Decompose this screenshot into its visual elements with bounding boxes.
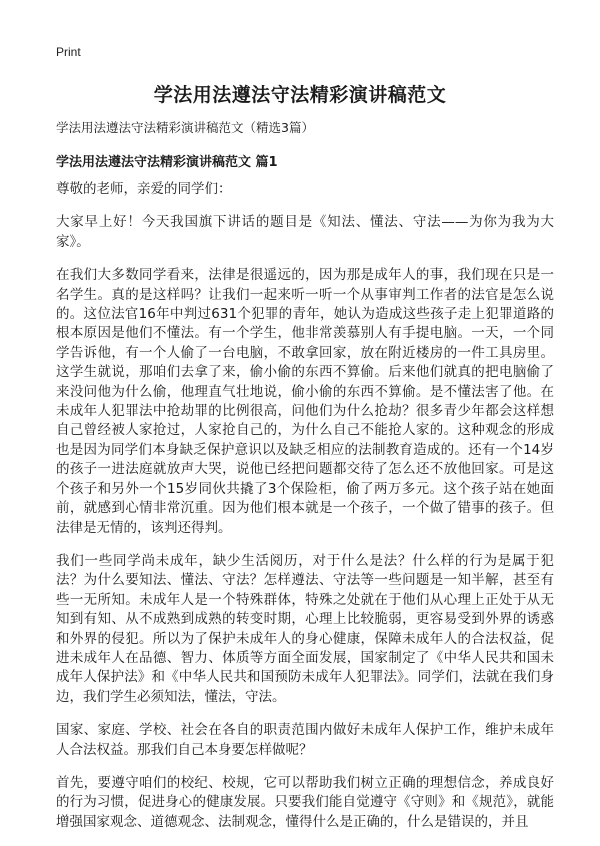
- print-link[interactable]: Print: [56, 45, 81, 59]
- section-heading: 学法用法遵法守法精彩演讲稿范文 篇1: [56, 155, 278, 170]
- body-paragraph: 国家、家庭、学校、社会在各自的职责范围内做好未成年人保护工作，维护未成年人合法权益。那我们自己本身要怎样做呢？: [56, 722, 554, 758]
- intro-paragraph: 大家早上好！今天我国旗下讲话的题目是《知法、懂法、守法——为你为我为大家》。: [56, 214, 554, 250]
- article-body: [56, 180, 554, 846]
- body-paragraph: 我们一些同学尚未成年，缺少生活阅历，对于什么是法？什么样的行为是属于犯法？为什么要知法、懂法、守法？怎样遵法、守法等一些问题是一知半解，甚至有些一无所知。未成年人是一个特殊群体，特殊之处就在于他们从心理上正处于从无知到有知、从不成熟到成熟的转变时期，心理上比较脆弱，更容易受到外界的诱惑和外界的侵犯。所以为了保护未成年人的身心健康，保障未成年人的合法权益，促进未成年人在品德、智力、体质等方面全面发展，国家制定了《中华人民共和国未成年人保护法》和《中华人民共和国预防未成年人犯罪法》。同学们，法就在我们身边，我们学生必须知法，懂法，守法。: [56, 552, 554, 705]
- body-paragraph: 在我们大多数同学看来，法律是很遥远的，因为那是成年人的事，我们现在只是一名学生。真的是这样吗？让我们一起来听一听一个从事审判工作者的法官是怎么说的。这位法官16年中判过631个犯罪的青年，她认为造成这些孩子走上犯罪道路的根本原因是他们不懂法。有一个学生，他非常羡慕别人有手提电脑。一天，一个同学告诉他，有一个人偷了一台电脑，不敢拿回家，放在附近楼房的一件工具房里。这学生就说，那咱们去拿了来，偷小偷的东西不算偷。后来他们就真的把电脑偷了来没问他为什么偷，他理直气壮地说，偷小偷的东西不算偷。是不懂法害了他。在未成年人犯罪法中抢劫罪的比例很高，问他们为什么抢劫？很多青少年都会这样想自己曾经被人家抢过，人家抢自己的，为什么自己不能抢人家的。这种观念的形成也是因为同学们本身缺乏保护意识以及缺乏相应的法制教育造成的。还有一个14岁的孩子一进法庭就放声大哭，说他已经把问题都交待了怎么还不放他回家。可是这个孩子和另外一个15岁同伙共撬了3个保险柜，偷了两万多元。这个孩子站在她面前，就感到心情非常沉重。因为他们根本就是一个孩子，一个做了错事的孩子。但法律是无情的，该判还得判。: [56, 267, 554, 536]
- body-paragraph: 首先，要遵守咱们的校纪、校规，它可以帮助我们树立正确的理想信念，养成良好的行为习惯，促进身心的健康发展。只要我们能自觉遵守《守则》和《规范》，就能增强国家观念、道德观念、法制观念，懂得什么是正确的，什么是错误的，并且: [56, 774, 554, 830]
- document-subtitle: 学法用法遵法守法精彩演讲稿范文（精选3篇）: [56, 120, 314, 135]
- greeting-paragraph: 尊敬的老师，亲爱的同学们：: [56, 181, 232, 197]
- page-title: 学法用法遵法守法精彩演讲稿范文: [153, 84, 447, 106]
